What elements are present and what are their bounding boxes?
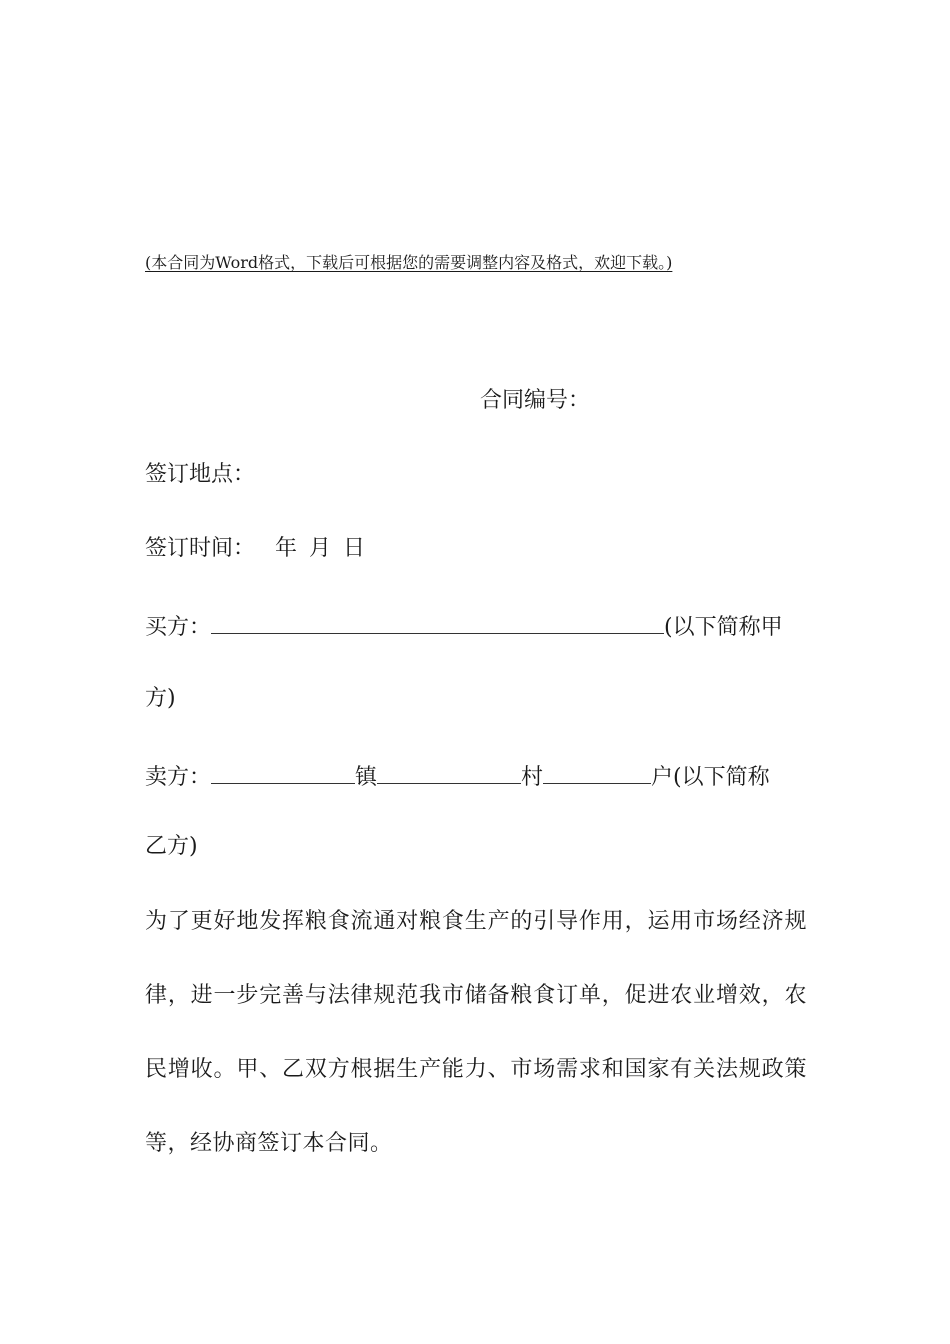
- seller-household-label: 户(以下简称: [651, 765, 770, 790]
- signing-time-line: [145, 534, 365, 564]
- seller-town-label: 镇: [355, 765, 378, 790]
- date-year: 年: [275, 536, 298, 561]
- seller-line: [145, 759, 770, 793]
- seller-village-label: 村: [521, 765, 544, 790]
- seller-household-blank[interactable]: [543, 759, 651, 784]
- seller-label: 卖方：: [145, 765, 212, 790]
- buyer-label: 买方：: [145, 615, 212, 640]
- signing-time-label: 签订时间：: [145, 536, 256, 561]
- format-notice: (本合同为Word格式，下载后可根据您的需要调整内容及格式，欢迎下载。): [145, 253, 673, 272]
- seller-town-blank[interactable]: [211, 759, 355, 784]
- preamble-paragraph: 为了更好地发挥粮食流通对粮食生产的引导作用，运用市场经济规律，进一步完善与法律规范我市储备粮食订单，促进农业增效，农民增收。甲、乙双方根据生产能力、市场需求和国家有关法规政策等，经协商签订本合同。: [145, 909, 807, 1156]
- signing-place-label: 签订地点：: [145, 462, 256, 487]
- seller-suffix-wrap: 乙方): [145, 834, 198, 859]
- date-day: 日: [343, 536, 366, 561]
- contract-number-label: 合同编号：: [480, 388, 591, 413]
- seller-village-blank[interactable]: [377, 759, 521, 784]
- buyer-suffix: (以下简称甲: [664, 615, 783, 640]
- buyer-name-blank[interactable]: [211, 609, 664, 634]
- buyer-suffix-wrap: 方): [145, 686, 176, 711]
- buyer-line: [145, 609, 783, 643]
- date-month: 月: [309, 536, 332, 561]
